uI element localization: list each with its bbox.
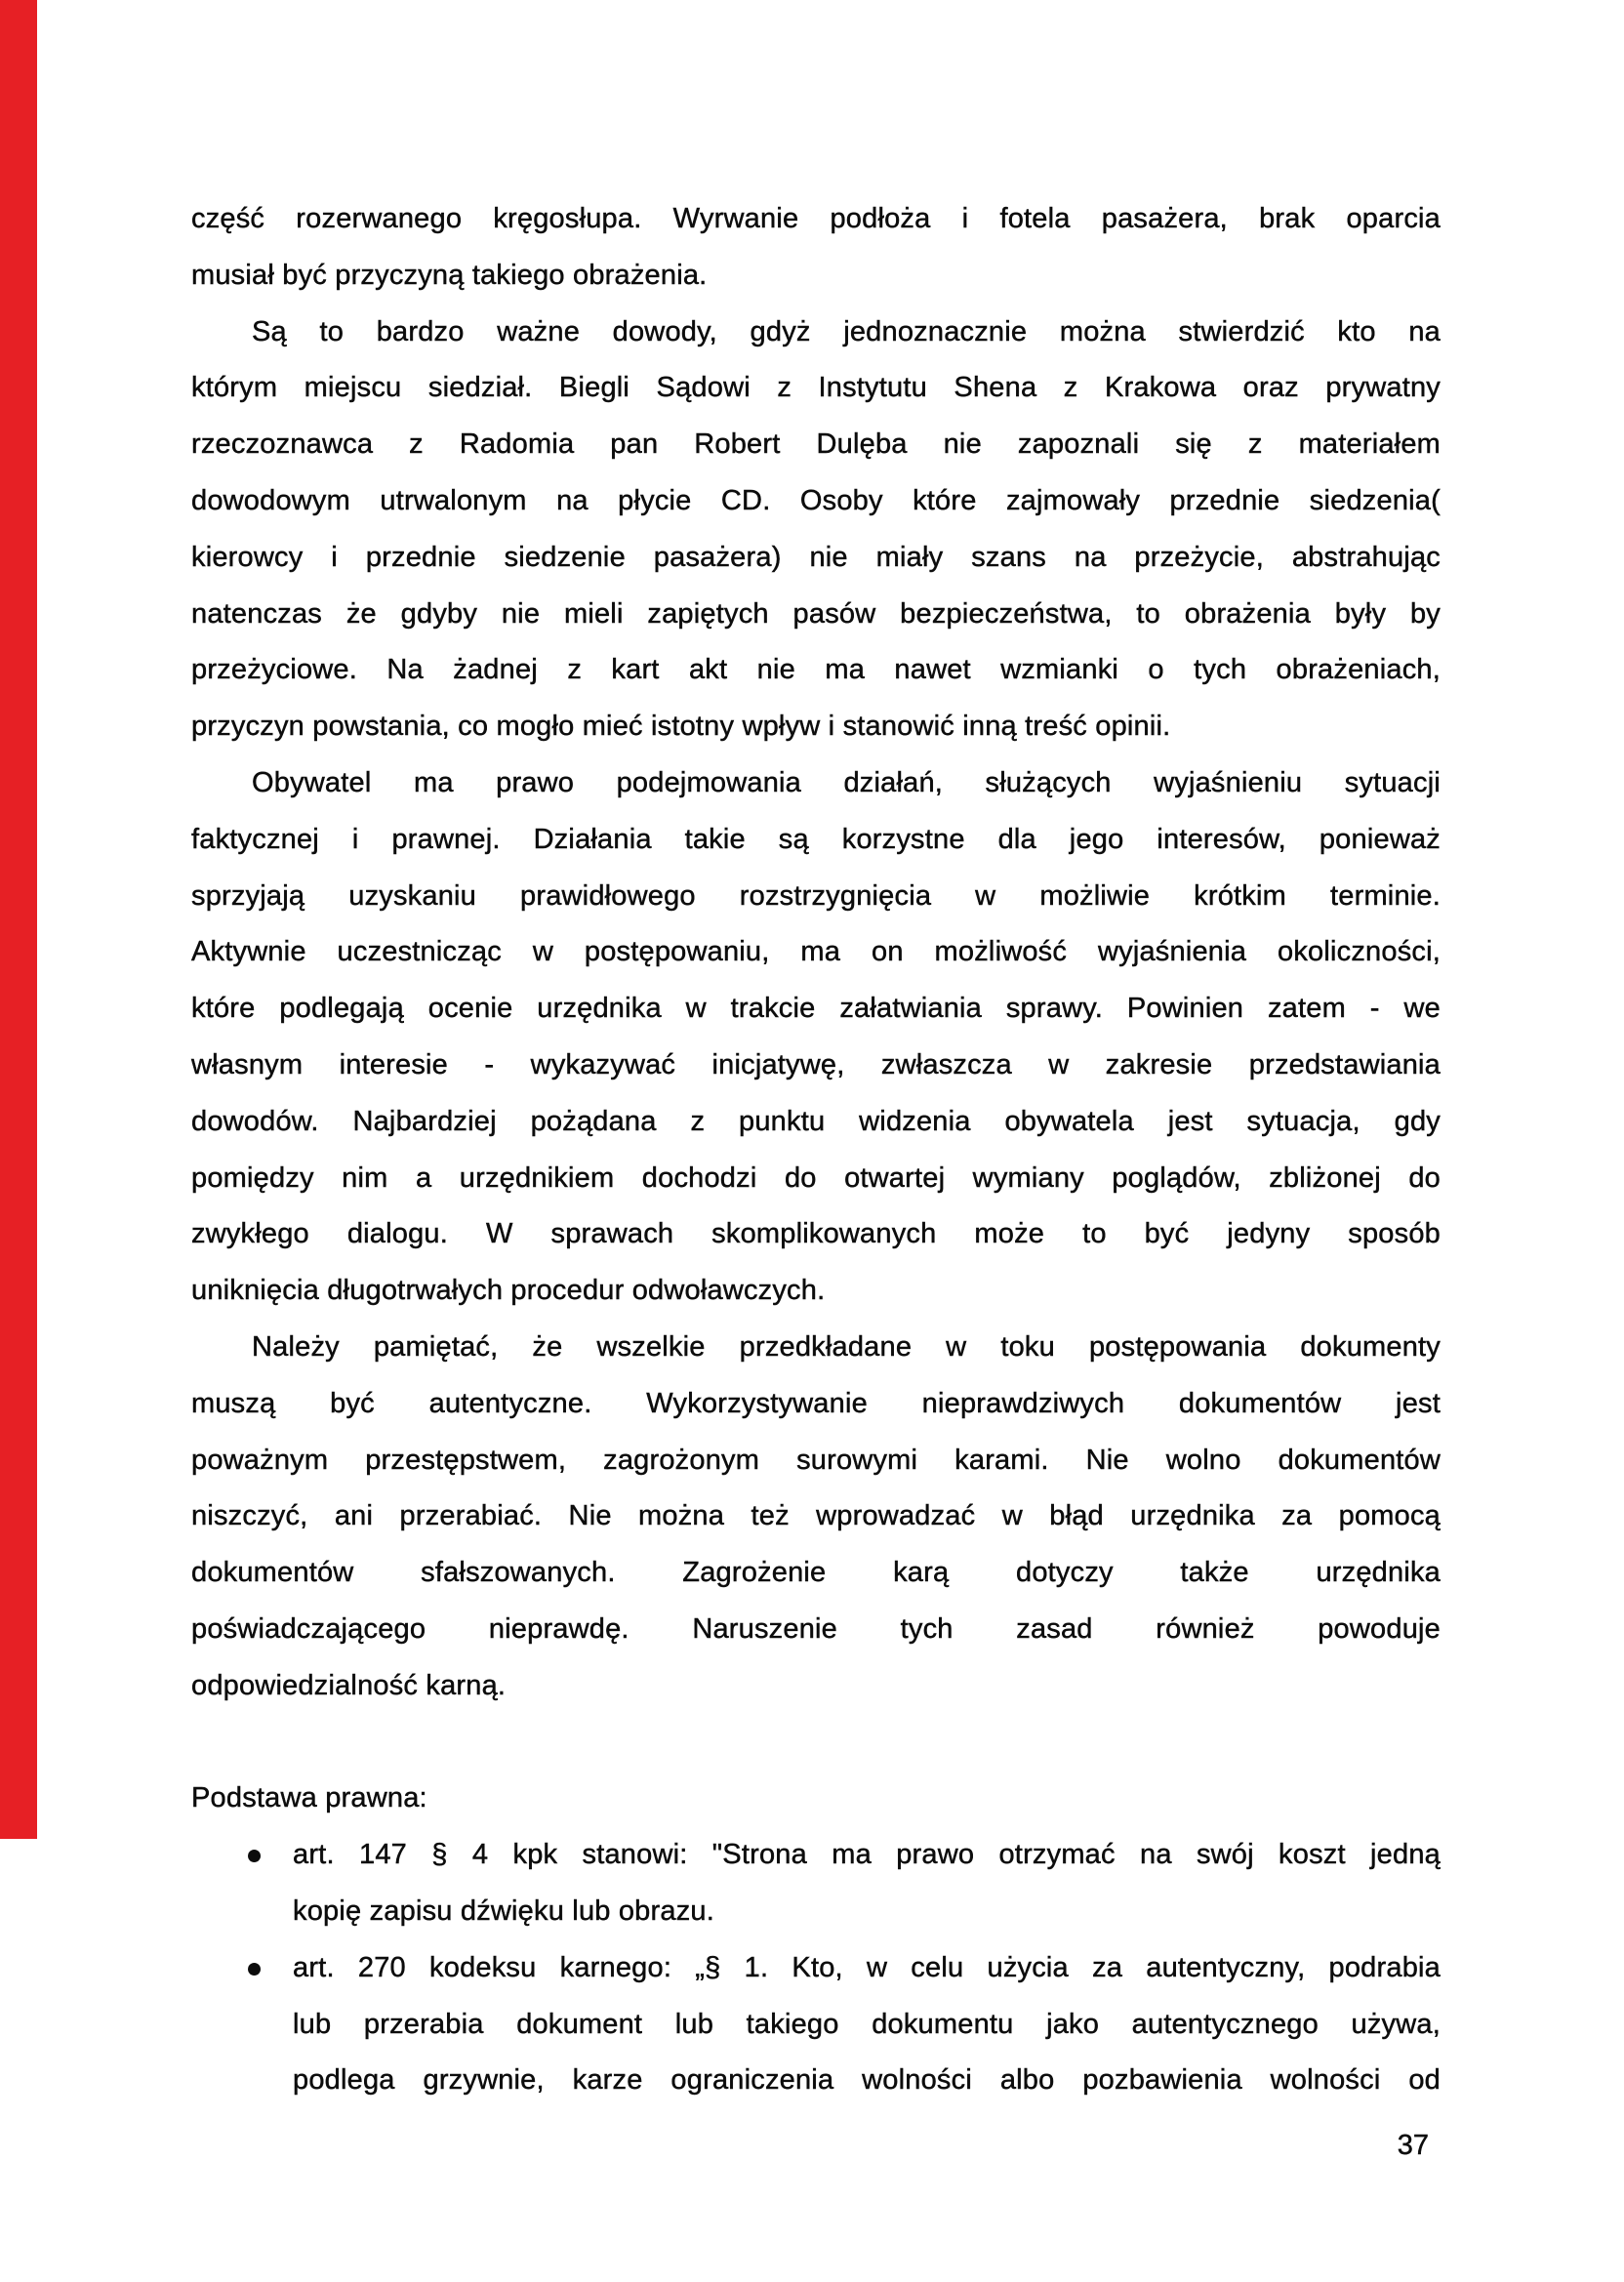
text-line-content: część rozerwanego kręgosłupa. Wyrwanie podłoża i fotela pasażera, brak oparcia (191, 203, 1441, 234)
text-line (191, 1433, 1441, 1489)
text-line-content: dowodów. Najbardziej pożądana z punktu widzenia obywatela jest sytuacja, gdy (191, 1105, 1441, 1137)
text-line-content: poświadczającego nieprawdę. Naruszenie tych zasad również powoduje (191, 1612, 1441, 1645)
text-line (191, 755, 1441, 812)
text-line (191, 869, 1441, 925)
text-line (191, 360, 1441, 417)
text-line-content: Aktywnie uczestnicząc w postępowaniu, ma on możliwość wyjaśnienia okoliczności, (191, 936, 1441, 968)
text-line (191, 1997, 1441, 2054)
text-line-content: pomiędzy nim a urzędnikiem dochodzi do otwartej wymiany poglądów, zbliżonej do (191, 1161, 1441, 1194)
text-block (191, 191, 1441, 2109)
text-line-content: faktycznej i prawnej. Działania takie są korzystne dla jego interesów, ponieważ (191, 823, 1441, 855)
text-line-content: natenczas że gdyby nie mieli zapiętych pasów bezpieczeństwa, to obrażenia były by (191, 597, 1441, 630)
text-line (191, 1545, 1441, 1602)
text-line (191, 1658, 1441, 1715)
text-line (191, 924, 1441, 981)
text-line-content: przyczyn powstania, co mogło mieć istotny wpływ i stanowić inną treść opinii. (191, 711, 1171, 743)
text-line (191, 248, 1441, 305)
text-line (191, 1151, 1441, 1207)
text-line (191, 1488, 1441, 1545)
text-line (191, 699, 1441, 755)
text-line-content: kopię zapisu dźwięku lub obrazu. (293, 1895, 714, 1927)
text-line-content: odpowiedzialność karną. (191, 1669, 507, 1701)
text-line-content: przeżyciowe. Na żadnej z kart akt nie ma nawet wzmianki o tych obrażeniach, (191, 654, 1441, 686)
bullet-icon (248, 1963, 261, 1976)
section-heading (191, 1771, 1441, 1827)
text-line-content: lub przerabia dokument lub takiego dokumentu jako autentycznego używa, (293, 2008, 1441, 2040)
text-line-content: uniknięcia długotrwałych procedur odwoławczych. (191, 1275, 826, 1307)
text-line-content: które podlegają ocenie urzędnika w trakcie załatwiania sprawy. Powinien zatem - we (191, 993, 1441, 1025)
text-line (191, 2053, 1441, 2109)
text-line (191, 473, 1441, 530)
page-number: 37 (1397, 2130, 1429, 2161)
text-line-content: Są to bardzo ważne dowody, gdyż jednoznacznie można stwierdzić kto na (252, 315, 1441, 347)
text-line-content: Podstawa prawna: (191, 1782, 427, 1814)
text-line-content: musiał być przyczyną takiego obrażenia. (191, 259, 708, 291)
left-margin-red-stripe (0, 0, 37, 1839)
text-line-content: Obywatel ma prawo podejmowania działań, służących wyjaśnieniu sytuacji (252, 766, 1441, 798)
bullet-item (191, 1827, 1441, 1884)
text-line-content: dowodowym utrwalonym na płycie CD. Osoby które zajmowały przednie siedzenia( (191, 484, 1441, 516)
text-line-content: własnym interesie - wykazywać inicjatywę, zwłaszcza w zakresie przedstawiania (191, 1048, 1441, 1080)
text-line (191, 1884, 1441, 1940)
text-line (191, 642, 1441, 699)
text-line (191, 1602, 1441, 1658)
text-line-content: muszą być autentyczne. Wykorzystywanie nieprawdziwych dokumentów jest (191, 1387, 1441, 1419)
bullet-item (191, 1940, 1441, 1997)
text-line (191, 981, 1441, 1038)
text-line (191, 417, 1441, 473)
text-line (191, 812, 1441, 869)
text-line (191, 1263, 1441, 1320)
text-line-content: art. 270 kodeksu karnego: „§ 1. Kto, w celu użycia za autentyczny, podrabia (293, 1951, 1441, 1983)
text-line-content: podlega grzywnie, karze ograniczenia wolności albo pozbawienia wolności od (293, 2064, 1441, 2097)
text-line-content: kierowcy i przednie siedzenie pasażera) nie miały szans na przeżycie, abstrahując (191, 541, 1441, 573)
text-line-content: art. 147 § 4 kpk stanowi: "Strona ma prawo otrzymać na swój koszt jedną (293, 1839, 1441, 1871)
text-line (191, 191, 1441, 248)
text-line-content: rzeczoznawca z Radomia pan Robert Dulęba nie zapoznali się z materiałem (191, 428, 1441, 461)
text-line-content: którym miejscu siedział. Biegli Sądowi z Instytutu Shena z Krakowa oraz prywatny (191, 372, 1441, 404)
text-line-content: zwykłego dialogu. W sprawach skomplikowanych może to być jedyny sposób (191, 1218, 1441, 1250)
text-line (191, 587, 1441, 643)
text-line (191, 1094, 1441, 1151)
bullet-icon (248, 1850, 261, 1862)
text-line-content: dokumentów sfałszowanych. Zagrożenie karą dotyczy także urzędnika (191, 1557, 1441, 1589)
text-line-content: niszczyć, ani przerabiać. Nie można też wprowadzać w błąd urzędnika za pomocą (191, 1500, 1441, 1532)
text-line (191, 1038, 1441, 1094)
text-line-content: Należy pamiętać, że wszelkie przedkładane w toku postępowania dokumenty (252, 1330, 1441, 1363)
text-line (191, 305, 1441, 361)
text-line-content: poważnym przestępstwem, zagrożonym surowymi karami. Nie wolno dokumentów (191, 1444, 1441, 1476)
text-line (191, 530, 1441, 587)
text-line (191, 1376, 1441, 1433)
text-line-content: sprzyjają uzyskaniu prawidłowego rozstrzygnięcia w możliwie krótkim terminie. (191, 879, 1441, 912)
text-line (191, 1320, 1441, 1376)
text-line (191, 1206, 1441, 1263)
